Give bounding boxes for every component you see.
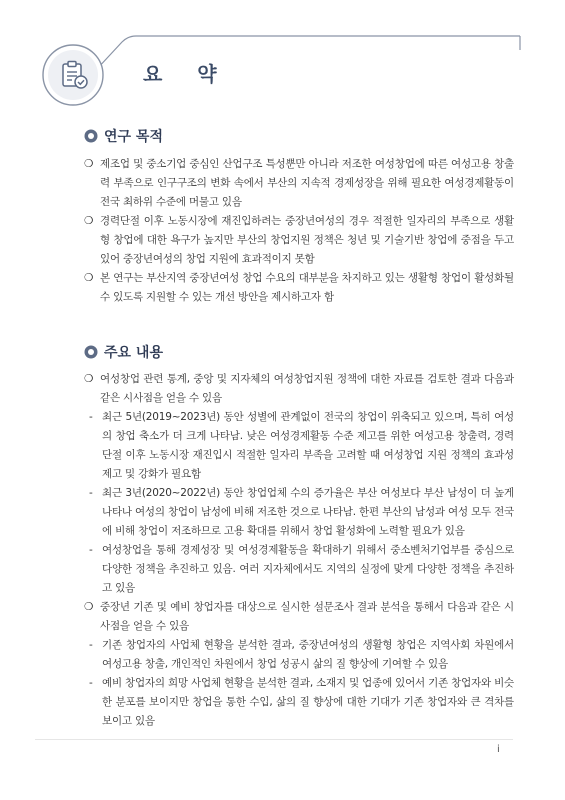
item-text: 제조업 및 중소기업 중심인 산업구조 특성뿐만 아니라 저조한 여성창업에 따른 여성고용 창출력 부족으로 인구구조의 변화 속에서 부산의 지속적 경제성장을 위해 필요한 여성경제활동이 전국 최하위 수준에 머물고 있음 (100, 158, 514, 208)
section-2-items (84, 370, 514, 731)
page-number: i (497, 744, 500, 755)
list-subitem (89, 408, 514, 484)
item-marker: - (89, 544, 93, 556)
item-marker: ❍ (84, 158, 94, 170)
item-marker: - (89, 487, 93, 499)
item-text: 경력단절 이후 노동시장에 재진입하려는 중장년여성의 경우 적절한 일자리의 부족으로 생활형 창업에 대한 욕구가 높지만 부산의 창업지원 정책은 청년 및 기술기반 창업에 중점을 두고 있어 중장년여성의 창업 지원에 효과적이지 못함 (100, 215, 514, 265)
section-title: 주요 내용 (104, 345, 163, 361)
item-marker: ❍ (84, 601, 94, 613)
item-marker: ❍ (84, 373, 94, 385)
section-bullet-icon (84, 345, 98, 359)
section-1-items (84, 155, 514, 307)
item-text: 여성창업 관련 통계, 중앙 및 지자체의 여성창업지원 정책에 대한 자료를 검토한 결과 다음과 같은 시사점을 얻을 수 있음 (100, 373, 514, 404)
list-item (84, 155, 514, 212)
item-marker: ❍ (84, 272, 94, 284)
item-text: 여성창업을 통해 경제성장 및 여성경제활동을 확대하기 위해서 중소벤처기업부를 중심으로 다양한 정책을 추진하고 있음. 여러 지자체에서도 지역의 실정에 맞게 다양한 정책을 추진하고 있음 (102, 544, 514, 594)
list-subitem (89, 636, 514, 674)
section-main-contents (84, 341, 163, 363)
list-subitem (89, 541, 514, 598)
page-title: 요 약 (143, 62, 231, 86)
item-text: 본 연구는 부산지역 중장년여성 창업 수요의 대부분을 차지하고 있는 생활형 창업이 활성화될 수 있도록 지원할 수 있는 개선 방안을 제시하고자 함 (100, 272, 514, 303)
list-item (84, 370, 514, 408)
clipboard-check-icon (58, 59, 90, 91)
list-subitem (89, 674, 514, 731)
item-text: 최근 3년(2020~2022년) 동안 창업업체 수의 증가율은 부산 여성보다 부산 남성이 더 높게 나타나 여성의 창업이 남성에 비해 저조한 것으로 나타남. 한편 부산의 남성과 여성 모두 전국에 비해 창업이 저조하므로 고용 확대를 위해서 창업 활성화에 노력할 필요가 있음 (102, 487, 514, 537)
section-title: 연구 목적 (104, 129, 163, 145)
item-text: 중장년 기존 및 예비 창업자를 대상으로 실시한 설문조사 결과 분석을 통해서 다음과 같은 시사점을 얻을 수 있음 (100, 601, 514, 632)
footer-divider (35, 739, 513, 740)
item-marker: - (89, 639, 93, 651)
item-text: 기존 창업자의 사업체 현황을 분석한 결과, 중장년여성의 생활형 창업은 지역사회 차원에서 여성고용 창출, 개인적인 차원에서 창업 성공시 삶의 질 향상에 기여할 수 있음 (102, 639, 514, 670)
section-bullet-icon (84, 129, 98, 143)
item-text: 예비 창업자의 희망 사업체 현황을 분석한 결과, 소재지 및 업종에 있어서 기존 창업자와 비슷한 분포를 보이지만 창업을 통한 수입, 삶의 질 향상에 대한 기대가 기존 창업자와 큰 격차를 보이고 있음 (102, 677, 514, 727)
list-item (84, 598, 514, 636)
item-marker: - (89, 677, 93, 689)
item-marker: ❍ (84, 215, 94, 227)
item-text: 최근 5년(2019~2023년) 동안 성별에 관계없이 전국의 창업이 위축되고 있으며, 특히 여성의 창업 축소가 더 크게 나타남. 낮은 여성경제활동 수준 제고를 위한 여성고용 창출력, 경력단절 이후 노동시장 재진입시 적절한 일자리 부족을 고려할 때 여성창업 지원 정책의 효과성 제고 및 강화가 필요함 (102, 411, 514, 480)
list-subitem (89, 484, 514, 541)
item-marker: - (89, 411, 93, 423)
section-research-purpose (84, 125, 163, 147)
list-item (84, 269, 514, 307)
list-item (84, 212, 514, 269)
